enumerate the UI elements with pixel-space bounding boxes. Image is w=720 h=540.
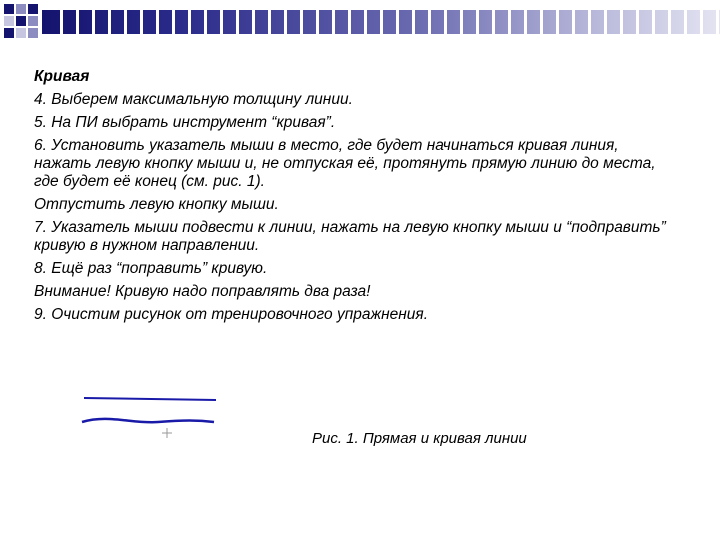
decor-square	[4, 16, 14, 26]
header-segment-divider	[556, 10, 559, 34]
header-segment-divider	[492, 10, 495, 34]
header-segment-divider	[652, 10, 655, 34]
decor-square	[4, 4, 14, 14]
header-segment-divider	[60, 10, 63, 34]
header-segment-divider	[444, 10, 447, 34]
decor-square	[16, 16, 26, 26]
header-segment-divider	[252, 10, 255, 34]
header-segment-divider	[380, 10, 383, 34]
header-segment-divider	[364, 10, 367, 34]
header-segment-divider	[172, 10, 175, 34]
header-segment-divider	[300, 10, 303, 34]
decor-square	[16, 4, 26, 14]
header-segment-divider	[332, 10, 335, 34]
instruction-item: 8. Ещё раз “поправить” кривую.	[34, 260, 268, 277]
header-segment-divider	[124, 10, 127, 34]
header-segment-divider	[236, 10, 239, 34]
straight-line	[84, 398, 216, 400]
instruction-item: Отпустить левую кнопку мыши.	[34, 196, 279, 213]
header-segment-divider	[268, 10, 271, 34]
header-segment-divider	[540, 10, 543, 34]
header-segment-divider	[716, 10, 719, 34]
header-segment-divider	[220, 10, 223, 34]
header-segment-divider	[524, 10, 527, 34]
header-segment-divider	[588, 10, 591, 34]
figure-caption: Рис. 1. Прямая и кривая линии	[312, 430, 527, 447]
instruction-item: 9. Очистим рисунок от тренировочного упражнения.	[34, 306, 429, 323]
header-segment-divider	[476, 10, 479, 34]
header-segment-divider	[604, 10, 607, 34]
header-segment-divider	[140, 10, 143, 34]
header-segment-divider	[108, 10, 111, 34]
decor-square	[16, 28, 26, 38]
header-segment-divider	[620, 10, 623, 34]
decor-square	[28, 16, 38, 26]
instruction-warning: Внимание! Кривую надо поправлять два раза!	[34, 283, 371, 300]
decor-square	[28, 28, 38, 38]
header-segment-divider	[156, 10, 159, 34]
instruction-item: 7. Указатель мыши подвести к линии, нажать на левую кнопку мыши и “подправить” кривую в нужном направлении.	[34, 219, 666, 254]
header-segment-divider	[92, 10, 95, 34]
figure-lines	[78, 386, 228, 446]
header-segment-divider	[684, 10, 687, 34]
header-segment-divider	[700, 10, 703, 34]
header-segment-divider	[76, 10, 79, 34]
instruction-item: 6. Установить указатель мыши в место, где будет начинаться кривая линия, нажать левую кнопку мыши и, не отпуская её, протянуть прямую линию до места, где будет её конец (см. рис. 1).	[34, 137, 656, 190]
instruction-item: 4. Выберем максимальную толщину линии.	[34, 91, 353, 108]
header-segment-divider	[668, 10, 671, 34]
header-segment-divider	[636, 10, 639, 34]
header-segment-divider	[204, 10, 207, 34]
slide-content	[34, 68, 674, 329]
header-segment-divider	[396, 10, 399, 34]
header-segment-divider	[348, 10, 351, 34]
header-segment-divider	[316, 10, 319, 34]
header-segment-divider	[572, 10, 575, 34]
section-title: Кривая	[34, 68, 90, 85]
header-decoration	[0, 0, 720, 40]
header-segment-divider	[284, 10, 287, 34]
curved-line	[82, 419, 214, 422]
decor-square	[4, 28, 14, 38]
instruction-item: 5. На ПИ выбрать инструмент “кривая”.	[34, 114, 336, 131]
header-segment-divider	[428, 10, 431, 34]
header-segment-divider	[460, 10, 463, 34]
header-segment-divider	[412, 10, 415, 34]
crosshair-cursor-icon	[162, 428, 172, 438]
decor-square	[28, 4, 38, 14]
header-segment-divider	[508, 10, 511, 34]
header-segment-divider	[188, 10, 191, 34]
